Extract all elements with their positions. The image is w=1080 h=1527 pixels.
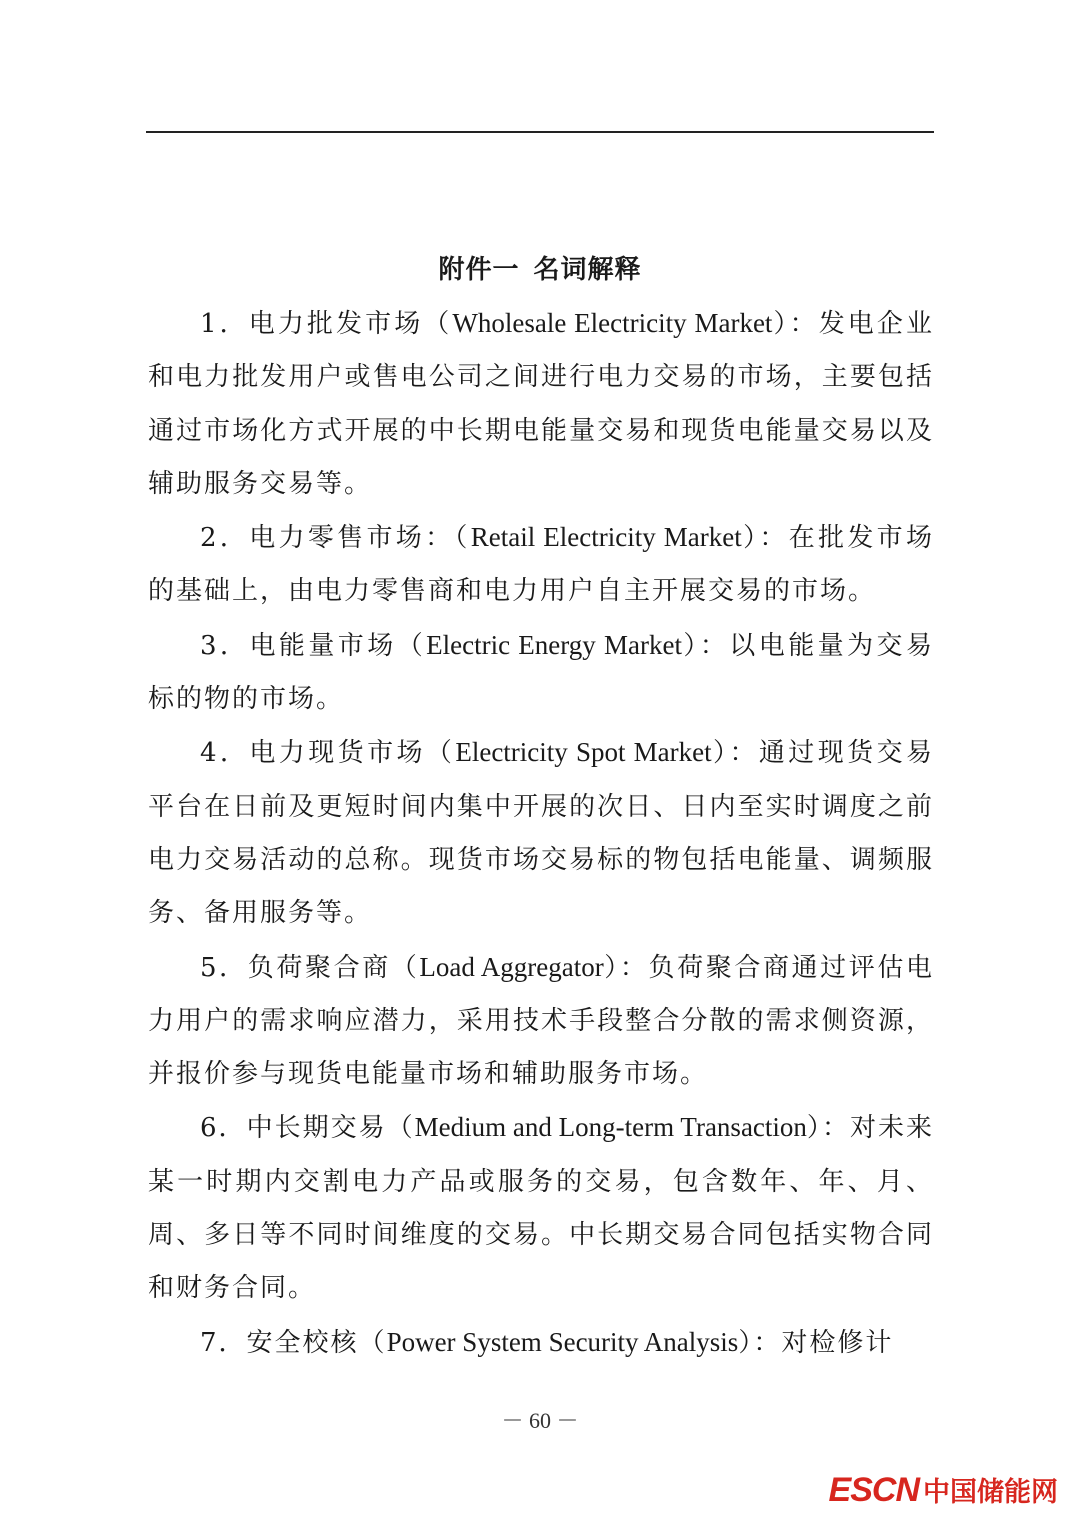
term-number: 1．: [200, 309, 249, 339]
term-name-en: Wholesale Electricity Market: [452, 308, 773, 338]
term-definition: ）：对未来某一时期内交割电力产品或服务的交易，包含数年、年、月、周、多日等不同时间维度的交易。中长期交易合同包括实物合同和财务合同。: [148, 1113, 934, 1304]
term-name-en: Electric Energy Market: [426, 629, 682, 660]
term-number: 6．: [200, 1113, 247, 1144]
title-glossary: 名词解释: [533, 255, 642, 285]
page-number: － 60 －: [501, 1408, 579, 1433]
term-name-zh: 电能量市场（: [249, 630, 427, 661]
glossary-term: [148, 1101, 934, 1315]
glossary-body: [148, 297, 934, 1370]
term-number: 4．: [200, 738, 250, 769]
term-definition: ）：发电企业和电力批发用户或售电公司之间进行电力交易的市场，主要包括通过市场化方式开展的中长期电能量交易和现货电能量交易以及辅助服务交易等。: [148, 309, 934, 499]
term-definition: ）：在批发市场的基础上，由电力零售商和电力用户自主开展交易的市场。: [148, 523, 934, 607]
term-name-en: Retail Electricity Market: [470, 522, 742, 553]
term-name-zh: 电力现货市场（: [249, 738, 456, 769]
term-definition: ）：以电能量为交易标的物的市场。: [148, 630, 934, 715]
term-definition: ）：负荷聚合商通过评估电力用户的需求响应潜力，采用技术手段整合分散的需求侧资源，并报价参与现货电能量市场和辅助服务市场。: [148, 952, 934, 1090]
glossary-term: [148, 1316, 934, 1370]
header-rule: [146, 131, 934, 133]
term-name-zh: 电力零售市场：（: [249, 523, 471, 554]
glossary-term: [148, 511, 934, 619]
term-number: 5．: [200, 952, 248, 983]
term-name-zh: 负荷聚合商（: [247, 952, 420, 983]
term-number: 3．: [200, 630, 250, 661]
term-name-en: Medium and Long-term Transaction: [414, 1112, 807, 1143]
term-definition: ）：通过现货交易平台在日前及更短时间内集中开展的次日、日内至实时调度之前电力交易活动的总称。现货市场交易标的物包括电能量、调频服务、备用服务等。: [148, 738, 934, 929]
glossary-term: [148, 619, 934, 727]
term-name-en: Electricity Spot Market: [455, 737, 712, 768]
term-name-zh: 电力批发市场（: [248, 309, 453, 339]
term-name-en: Load Aggregator: [419, 951, 604, 982]
escn-watermark-logo: [829, 1470, 1058, 1510]
watermark-brand: ESCN: [828, 1471, 919, 1509]
term-number: 7．: [200, 1327, 247, 1358]
glossary-term: [148, 726, 934, 940]
glossary-term: [148, 941, 934, 1102]
term-number: 2．: [200, 523, 250, 554]
watermark-brand-cn: 中国储能网: [923, 1477, 1058, 1508]
page-title: [146, 250, 934, 290]
title-annex: 附件一: [438, 255, 520, 285]
term-name-zh: 中长期交易（: [246, 1113, 415, 1144]
term-name-en: Power System Security Analysis: [386, 1326, 739, 1357]
term-name-zh: 安全校核（: [246, 1327, 387, 1358]
glossary-term: [148, 297, 934, 511]
term-definition: ）：对检修计: [738, 1327, 894, 1358]
